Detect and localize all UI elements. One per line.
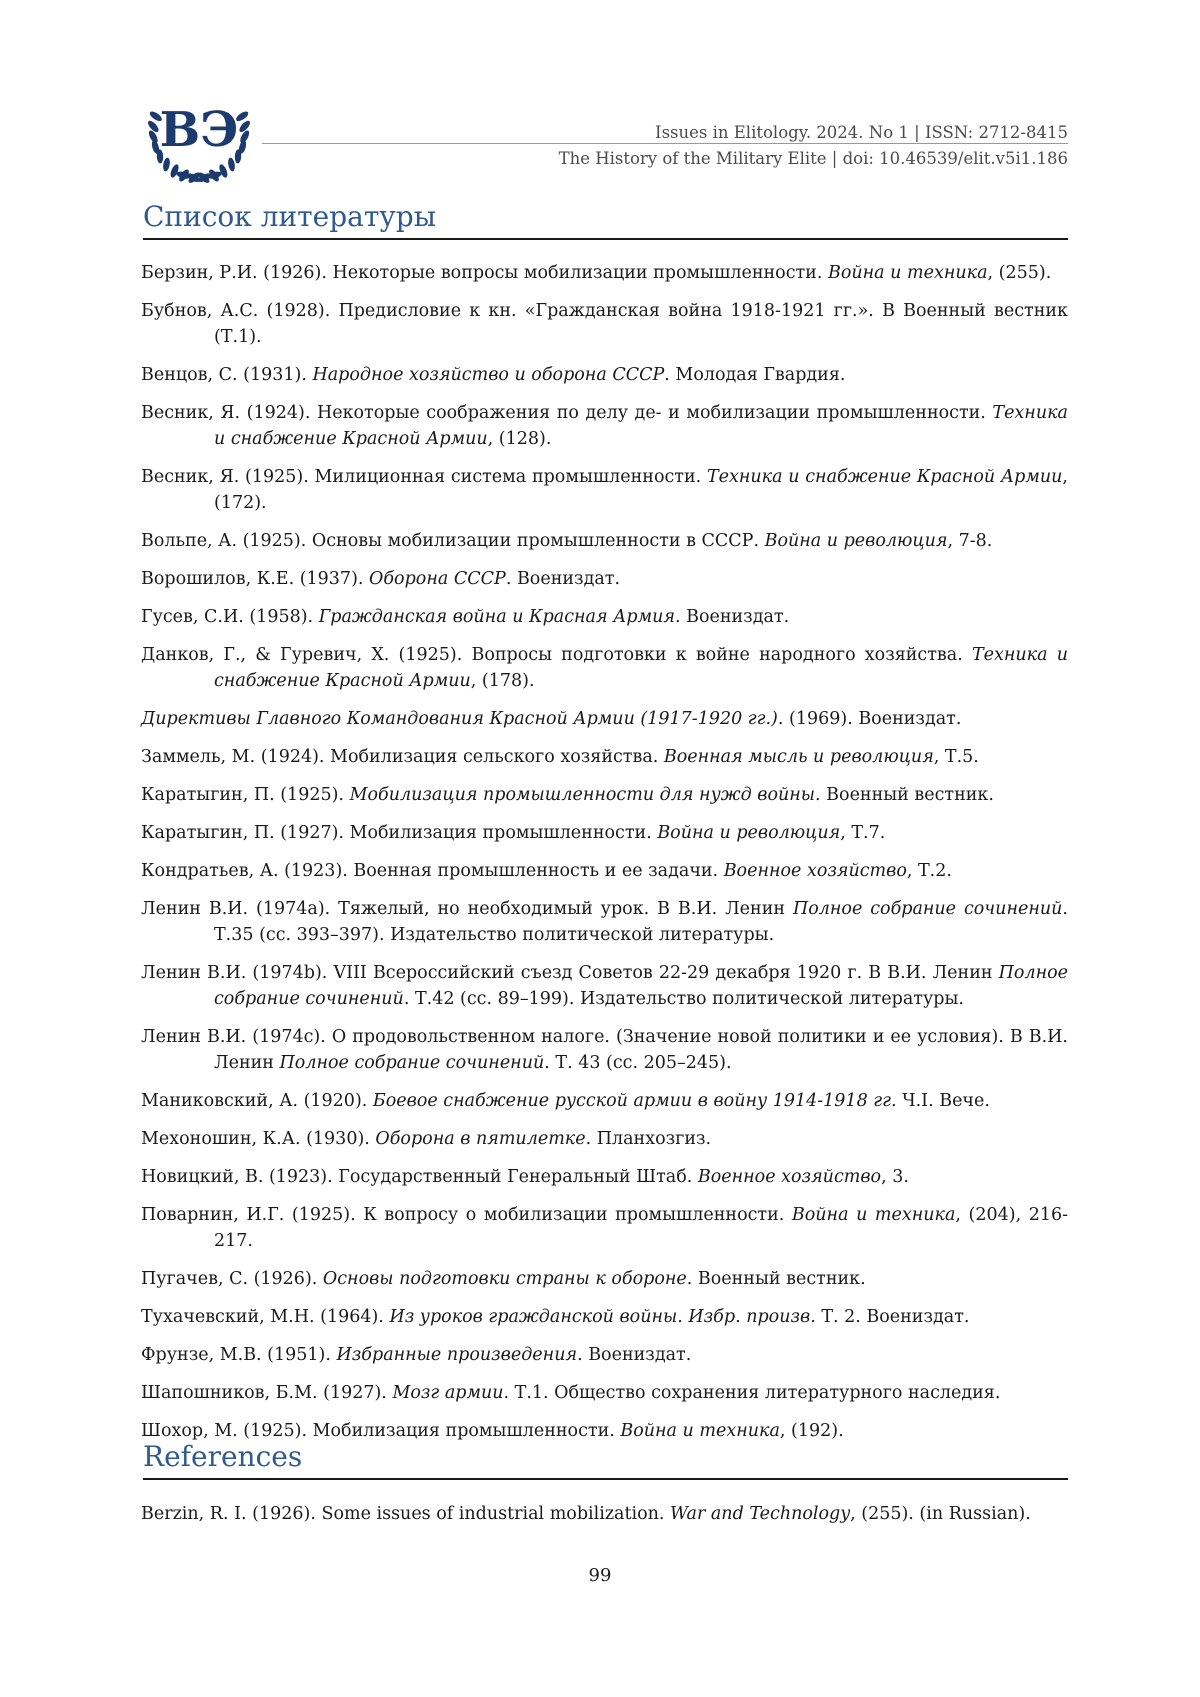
- reference-entry: [141, 298, 1068, 350]
- reference-text: Гусев, С.И. (1958).: [141, 607, 319, 627]
- reference-list-ru: [141, 260, 1068, 1456]
- reference-details: , (204), 216-217.: [214, 1205, 1069, 1251]
- reference-entry: [141, 400, 1068, 452]
- reference-source-title: Гражданская война и Красная Армия: [318, 607, 675, 627]
- reference-source-title: Боевое снабжение русской армии в войну 1914-1918 гг.: [372, 1091, 897, 1111]
- reference-details: . Т.1. Общество сохранения литературного наследия.: [503, 1383, 1001, 1403]
- reference-text: Каратыгин, П. (1927). Мобилизация промышленности.: [141, 823, 658, 843]
- section-divider-en: [143, 1478, 1068, 1480]
- laurel-leaf: [227, 157, 236, 172]
- reference-source-title: Мобилизация промышленности для нужд войны: [349, 785, 816, 805]
- reference-source-title: War and Technology: [670, 1504, 851, 1524]
- header-divider: [262, 143, 1068, 144]
- reference-details: , Т.2.: [906, 861, 952, 881]
- reference-entry: [141, 1088, 1068, 1114]
- reference-details: . Планхозгиз.: [585, 1129, 712, 1149]
- reference-text: Кондратьев, А. (1923). Военная промышленность и ее задачи.: [141, 861, 724, 881]
- reference-details: . Воениздат.: [674, 607, 790, 627]
- reference-source-title: Полное собрание сочинений: [792, 899, 1063, 919]
- logo-monogram: ВЭ: [159, 102, 239, 158]
- reference-list-en: [141, 1501, 1068, 1539]
- reference-text: Поварнин, И.Г. (1925). К вопросу о мобилизации промышленности.: [141, 1205, 792, 1225]
- reference-details: , Т.5.: [933, 747, 979, 767]
- reference-entry: [141, 1024, 1068, 1076]
- reference-details: . Воениздат.: [505, 569, 621, 589]
- reference-source-title: Военное хозяйство: [723, 861, 907, 881]
- reference-text: Ворошилов, К.Е. (1937).: [141, 569, 370, 589]
- reference-entry: [141, 1202, 1068, 1254]
- reference-text: Весник, Я. (1924). Некоторые соображения по делу де- и мобилизации промышленности.: [141, 403, 993, 423]
- reference-entry: [141, 642, 1068, 694]
- reference-text: Ленин В.И. (1974c). О продовольственном налоге. (Значение новой политики и ее условия). В В.И. Ленин: [141, 1027, 1068, 1073]
- article-doi-line: The History of the Military Elite | doi: 10.46539/elit.v5i1.186: [558, 149, 1068, 168]
- reference-text: Тухачевский, М.Н. (1964).: [141, 1307, 390, 1327]
- reference-details: . (1969). Воениздат.: [777, 709, 962, 729]
- reference-entry: [141, 820, 1068, 846]
- reference-details: , 3.: [881, 1167, 909, 1187]
- reference-entry: [141, 1304, 1068, 1330]
- reference-text: Берзин, Р.И. (1926). Некоторые вопросы мобилизации промышленности.: [141, 263, 828, 283]
- reference-source-title: Оборона СССР: [369, 569, 506, 589]
- reference-text: Весник, Я. (1925). Милиционная система промышленности.: [141, 467, 707, 487]
- reference-details: , (178).: [470, 671, 535, 691]
- section-heading-en: References: [143, 1440, 303, 1473]
- reference-entry: [141, 362, 1068, 388]
- reference-entry: [141, 260, 1068, 286]
- reference-details: , (192).: [779, 1421, 844, 1441]
- reference-details: , 7-8.: [947, 531, 993, 551]
- reference-entry: [141, 960, 1068, 1012]
- page-number: 99: [588, 1565, 612, 1586]
- reference-text: Пугачев, С. (1926).: [141, 1269, 323, 1289]
- reference-text: Маниковский, А. (1920).: [141, 1091, 373, 1111]
- reference-source-title: Основы подготовки страны к обороне: [322, 1269, 687, 1289]
- reference-text: Шапошников, Б.М. (1927).: [141, 1383, 393, 1403]
- reference-details: . Военный вестник.: [815, 785, 994, 805]
- reference-entry: [141, 1380, 1068, 1406]
- reference-source-title: Война и техника: [620, 1421, 780, 1441]
- reference-source-title: Избранные произведения: [336, 1345, 578, 1365]
- reference-details: Ч.I. Вече.: [896, 1091, 990, 1111]
- reference-source-title: Мозг армии: [392, 1383, 504, 1403]
- section-divider-ru: [143, 238, 1068, 240]
- reference-text: Ленин В.И. (1974a). Тяжелый, но необходимый урок. В В.И. Ленин: [141, 899, 793, 919]
- reference-source-title: Народное хозяйство и оборона СССР: [312, 365, 665, 385]
- section-heading-ru: Список литературы: [143, 200, 436, 233]
- reference-details: , (255).: [987, 263, 1052, 283]
- reference-source-title: Война и революция: [657, 823, 841, 843]
- reference-text: Berzin, R. I. (1926). Some issues of industrial mobilization.: [141, 1504, 671, 1524]
- reference-source-title: Техника и снабжение Красной Армии: [214, 403, 1068, 449]
- reference-source-title: Полное собрание сочинений: [214, 963, 1068, 1009]
- reference-entry: [141, 896, 1068, 948]
- reference-source-title: Военное хозяйство: [697, 1167, 882, 1187]
- reference-source-title: Директивы Главного Командования Красной Армии (1917-1920 гг.): [141, 709, 778, 729]
- laurel-leaf: [162, 157, 171, 172]
- reference-source-title: Война и революция: [764, 531, 948, 551]
- reference-details: , Т.7.: [840, 823, 886, 843]
- reference-text: Мехоношин, К.А. (1930).: [141, 1129, 376, 1149]
- reference-text: Каратыгин, П. (1925).: [141, 785, 350, 805]
- reference-text: Вольпе, А. (1925). Основы мобилизации промышленности в СССР.: [141, 531, 765, 551]
- reference-entry: [141, 706, 1068, 732]
- reference-text: Бубнов, А.С. (1928). Предисловие к кн. «Гражданская война 1918-1921 гг.». В Военный вестник (Т.1).: [141, 301, 1068, 347]
- reference-details: , (128).: [487, 429, 552, 449]
- reference-entry: [141, 1342, 1068, 1368]
- reference-details: . Т.35 (сс. 393–397). Издательство политической литературы.: [214, 899, 1068, 945]
- reference-details: , (172).: [214, 467, 1068, 513]
- reference-text: Шохор, М. (1925). Мобилизация промышленности.: [141, 1421, 621, 1441]
- reference-entry: [141, 782, 1068, 808]
- reference-details: . Военный вестник.: [686, 1269, 866, 1289]
- journal-laurel-logo-icon: [138, 80, 260, 190]
- reference-entry: [141, 464, 1068, 516]
- journal-issue-line: Issues in Elitology. 2024. No 1 | ISSN: 2712-8415: [655, 123, 1068, 142]
- reference-source-title: Из уроков гражданской войны. Избр. произв.: [389, 1307, 816, 1327]
- reference-source-title: Оборона в пятилетке: [375, 1129, 586, 1149]
- reference-details: Т. 2. Воениздат.: [815, 1307, 970, 1327]
- reference-details: . Т. 43 (сс. 205–245).: [544, 1053, 732, 1073]
- reference-entry: [141, 1164, 1068, 1190]
- reference-entry: [141, 528, 1068, 554]
- reference-entry: [141, 604, 1068, 630]
- reference-details: . Т.42 (сс. 89–199). Издательство политической литературы.: [403, 989, 964, 1009]
- reference-text: Новицкий, В. (1923). Государственный Генеральный Штаб.: [141, 1167, 698, 1187]
- reference-text: Заммель, М. (1924). Мобилизация сельского хозяйства.: [141, 747, 664, 767]
- reference-source-title: Полное собрание сочинений: [279, 1053, 545, 1073]
- laurel-leaf: [146, 119, 160, 134]
- reference-details: . Молодая Гвардия.: [664, 365, 846, 385]
- reference-text: Ленин В.И. (1974b). VIII Всероссийский съезд Советов 22-29 декабря 1920 г. В В.И. Ленин: [141, 963, 999, 983]
- reference-entry: [141, 1266, 1068, 1292]
- reference-entry: [141, 744, 1068, 770]
- reference-source-title: Война и техника: [791, 1205, 956, 1225]
- reference-source-title: Техника и снабжение Красной Армии: [214, 645, 1068, 691]
- reference-text: Фрунзе, М.В. (1951).: [141, 1345, 337, 1365]
- reference-source-title: Техника и снабжение Красной Армии: [706, 467, 1063, 487]
- reference-text: Данков, Г., & Гуревич, Х. (1925). Вопросы подготовки к войне народного хозяйства.: [141, 645, 972, 665]
- laurel-leaf: [238, 119, 252, 134]
- reference-source-title: Военная мысль и революция: [663, 747, 934, 767]
- running-header: [559, 120, 1068, 172]
- reference-entry: [141, 566, 1068, 592]
- reference-entry: [141, 1126, 1068, 1152]
- reference-text: Венцов, С. (1931).: [141, 365, 313, 385]
- reference-entry: [141, 858, 1068, 884]
- reference-details: . Воениздат.: [577, 1345, 692, 1365]
- reference-entry: [141, 1501, 1068, 1527]
- reference-source-title: Война и техника: [827, 263, 988, 283]
- reference-details: , (255). (in Russian).: [850, 1504, 1031, 1524]
